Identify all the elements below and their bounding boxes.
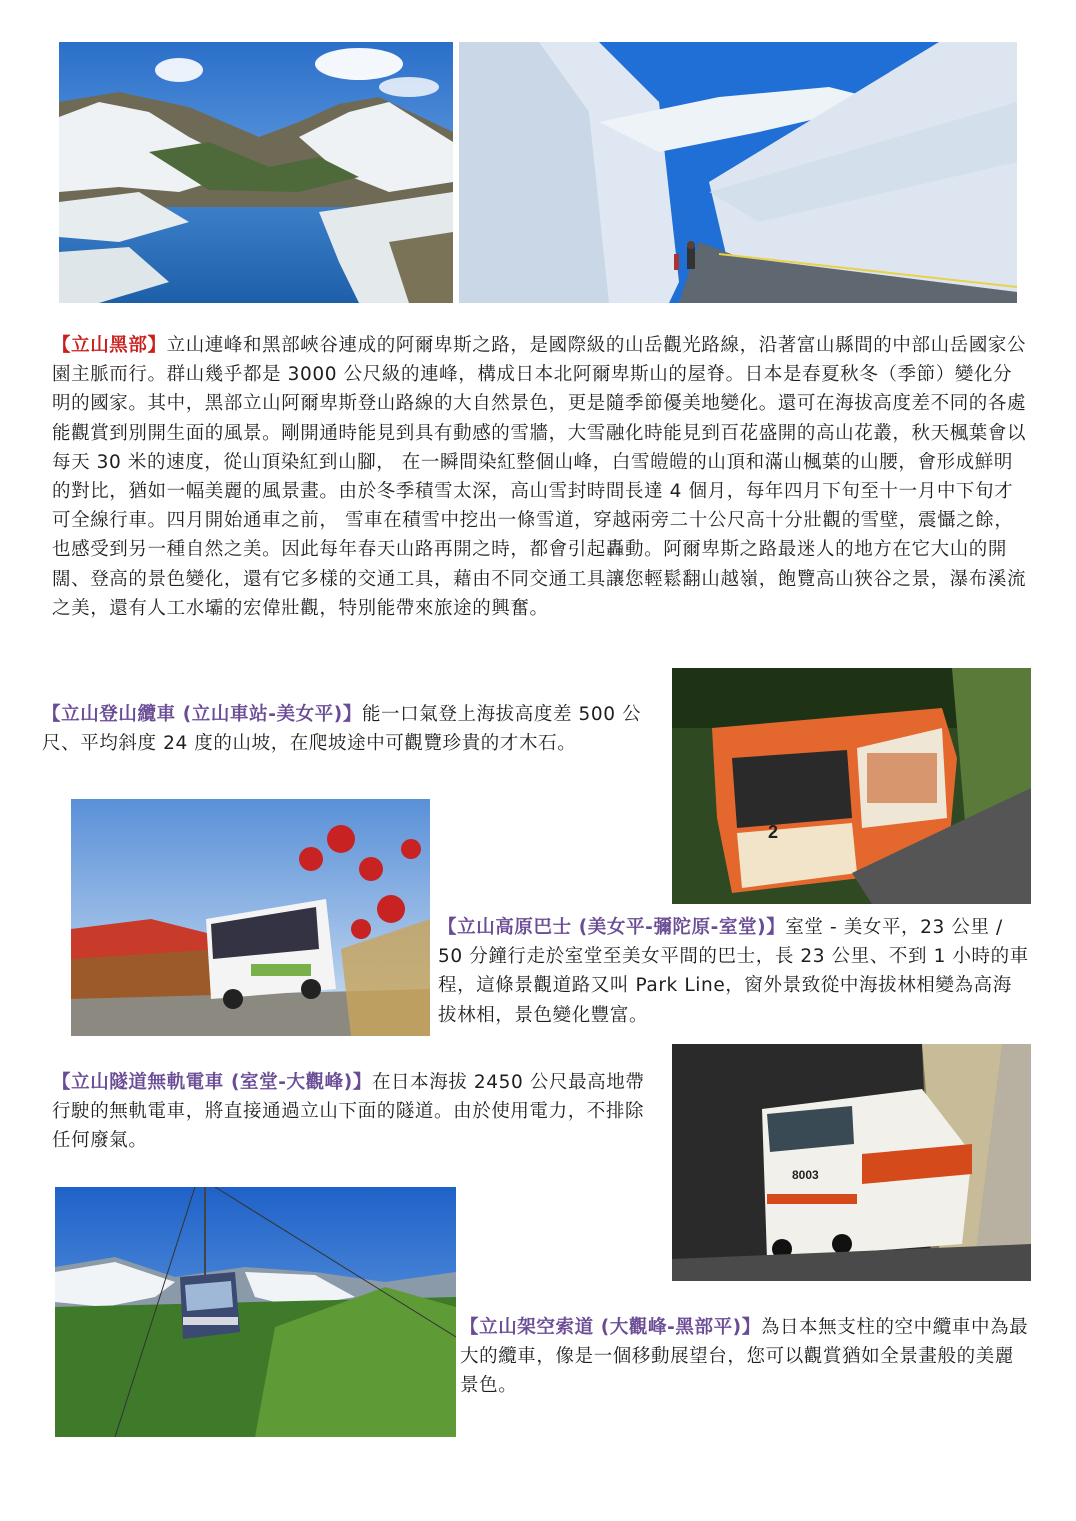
ropeway-section bbox=[460, 1313, 1030, 1401]
cable-car-heading: 【立山登山纜車 (立山車站-美女平)】 bbox=[42, 704, 362, 725]
trolley-bus-body: 在日本海拔 2450 公尺最高地帶行駛的無軌電車，將直接通過立山下面的隧道。由於使用電力，不排除任何廢氣。 bbox=[52, 1072, 645, 1152]
highland-bus-heading: 【立山高原巴士 (美女平-彌陀原-室堂)】 bbox=[438, 917, 786, 938]
trolley-number: 8003 bbox=[792, 1168, 819, 1182]
intro-heading: 【立山黑部】 bbox=[52, 335, 167, 356]
cable-car-section bbox=[42, 700, 652, 758]
intro-body: 立山連峰和黑部峽谷連成的阿爾卑斯之路，是國際級的山岳觀光路線，沿著富山縣間的中部山岳國家公園主脈而行。群山幾乎都是 3000 公尺級的連峰，構成日本北阿爾卑斯山的屋脊。日本是春夏秋冬（季節）變化分明的國家。其中，黑部立山阿爾卑斯登山路線的大自然景色，更是隨季節優美地變化。還可在海拔高度差不同的各處能觀賞到別開生面的風景。剛開通時能見到具有動感的雪牆，大雪融化時能見到百花盛開的高山花叢，秋天楓葉會以每天 30 米的速度，從山頂染紅到山腳， 在一瞬間染紅整個山峰，白雪皚皚的山頂和滿山楓葉的山腰，會形成鮮明的對比，猶如一幅美麗的風景畫。由於冬季積雪太深，高山雪封時間長達 4 個月，每年四月下旬至十一月中下旬才可全線行車。四月開始通車之前， 雪車在積雪中挖出一條雪道，穿越兩旁二十公尺高十分壯觀的雪壁，震懾之餘，也感受到另一種自然之美。因此每年春天山路再開之時，都會引起轟動。阿爾卑斯之路最迷人的地方在它大山的開闊、登高的景色變化，還有它多樣的交通工具，藉由不同交通工具讓您輕鬆翻山越嶺，飽覽高山狹谷之景，瀑布溪流之美，還有人工水壩的宏偉壯觀，特別能帶來旅途的興奮。 bbox=[52, 335, 1027, 619]
snow-wall-photo bbox=[459, 42, 1017, 303]
cable-car-body: 能一口氣登上海拔高度差 500 公尺、平均斜度 24 度的山坡，在爬坡途中可觀覽珍貴的才木石。 bbox=[42, 704, 642, 755]
mountain-lake-photo bbox=[59, 42, 453, 303]
ropeway-body: 為日本無支柱的空中纜車中為最大的纜車，像是一個移動展望台，您可以觀賞猶如全景畫般的美麗景色。 bbox=[460, 1317, 1029, 1397]
ropeway-heading: 【立山架空索道 (大觀峰-黑部平)】 bbox=[460, 1317, 761, 1338]
intro-paragraph bbox=[52, 331, 1030, 623]
trolley-bus-section bbox=[52, 1068, 652, 1156]
cable-car-photo bbox=[672, 668, 1031, 904]
highland-bus-body: 室堂 - 美女平，23 公里 / 50 分鐘行走於室堂至美女平間的巴士，長 23 公里、不到 1 小時的車程，這條景觀道路又叫 Park Line，窗外景致從中海拔林相變為高海拔林相，景色變化豐富。 bbox=[438, 917, 1029, 1026]
trolley-bus-heading: 【立山隧道無軌電車 (室堂-大觀峰)】 bbox=[52, 1072, 372, 1093]
trolley-bus-photo bbox=[672, 1044, 1031, 1281]
ropeway-photo bbox=[55, 1187, 456, 1437]
highland-bus-section bbox=[438, 913, 1030, 1030]
cable-car-number: 2 bbox=[768, 822, 779, 842]
highland-bus-photo bbox=[71, 799, 430, 1036]
